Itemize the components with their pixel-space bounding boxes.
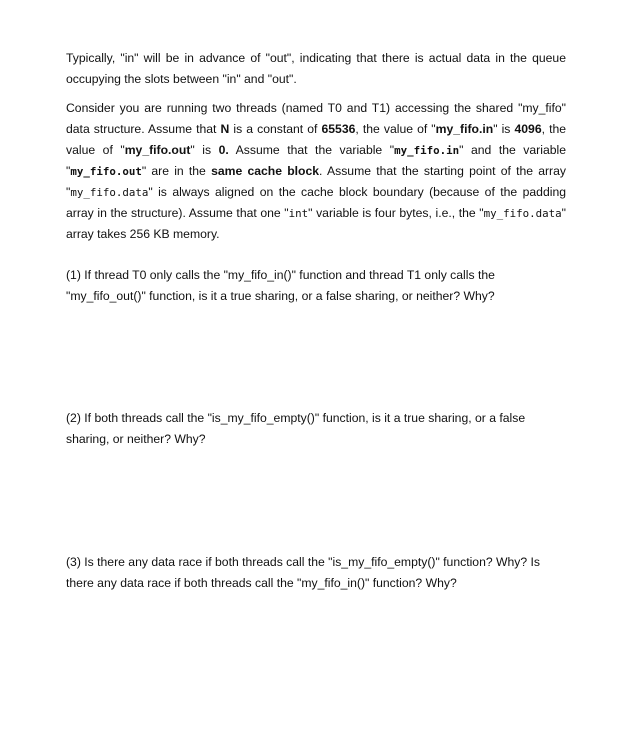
context-text: " array takes 256 KB memory. bbox=[66, 206, 566, 241]
var-out-code: my_fifo.out bbox=[70, 165, 142, 178]
fifo-in-label: my_fifo.in bbox=[435, 122, 494, 136]
context-text: " is bbox=[190, 143, 219, 157]
fifo-out-label: my_fifo.out bbox=[124, 143, 191, 157]
context-text: , the value of " bbox=[355, 122, 436, 136]
out-value: 0. bbox=[218, 143, 229, 157]
question-3: (3) Is there any data race if both threads call the "is_my_fifo_empty()" function? Why? Is there any data race if both threads call the "my_fifo_in()" function? Why? bbox=[66, 555, 541, 590]
data-array-code: my_fifo.data bbox=[70, 186, 149, 199]
question-1: (1) If thread T0 only calls the "my_fifo_in()" function and thread T1 only calls the "my_fifo_out()" function, is it a true sharing, or a false sharing, or neither? Why? bbox=[66, 268, 495, 303]
context-text: " and the variable " bbox=[66, 143, 566, 178]
question-2: (2) If both threads call the "is_my_fifo_empty()" function, is it a true sharing, or a false sharing, or neither? Why? bbox=[66, 411, 526, 446]
context-text: " is bbox=[493, 122, 515, 136]
same-cache-block: same cache block bbox=[211, 164, 320, 178]
context-text: " variable is four bytes, i.e., the " bbox=[308, 206, 484, 220]
n-value: 65536 bbox=[321, 122, 356, 136]
intro-paragraph: Typically, "in" will be in advance of "out", indicating that there is actual data in the queue occupying the slots between "in" and "out". bbox=[66, 51, 566, 86]
context-text: Consider you are running two threads (named T0 and T1) accessing the shared "my_fifo" data structure. Assume that bbox=[66, 101, 566, 136]
context-paragraph bbox=[66, 98, 566, 245]
context-text: is a constant of bbox=[229, 122, 322, 136]
data-array-code: my_fifo.data bbox=[483, 207, 562, 220]
int-type-code: int bbox=[288, 207, 309, 220]
in-value: 4096 bbox=[514, 122, 542, 136]
var-in-code: my_fifo.in bbox=[394, 144, 460, 157]
context-text: . Assume that the starting point of the array " bbox=[66, 164, 566, 199]
context-text: , the value of " bbox=[66, 122, 567, 157]
context-text: " are in the bbox=[141, 164, 212, 178]
context-text: " is always aligned on the cache block boundary (because of the padding array in the structure). Assume that one " bbox=[66, 185, 566, 220]
context-text: Assume that the variable " bbox=[228, 143, 395, 157]
constant-n: N bbox=[220, 122, 230, 136]
